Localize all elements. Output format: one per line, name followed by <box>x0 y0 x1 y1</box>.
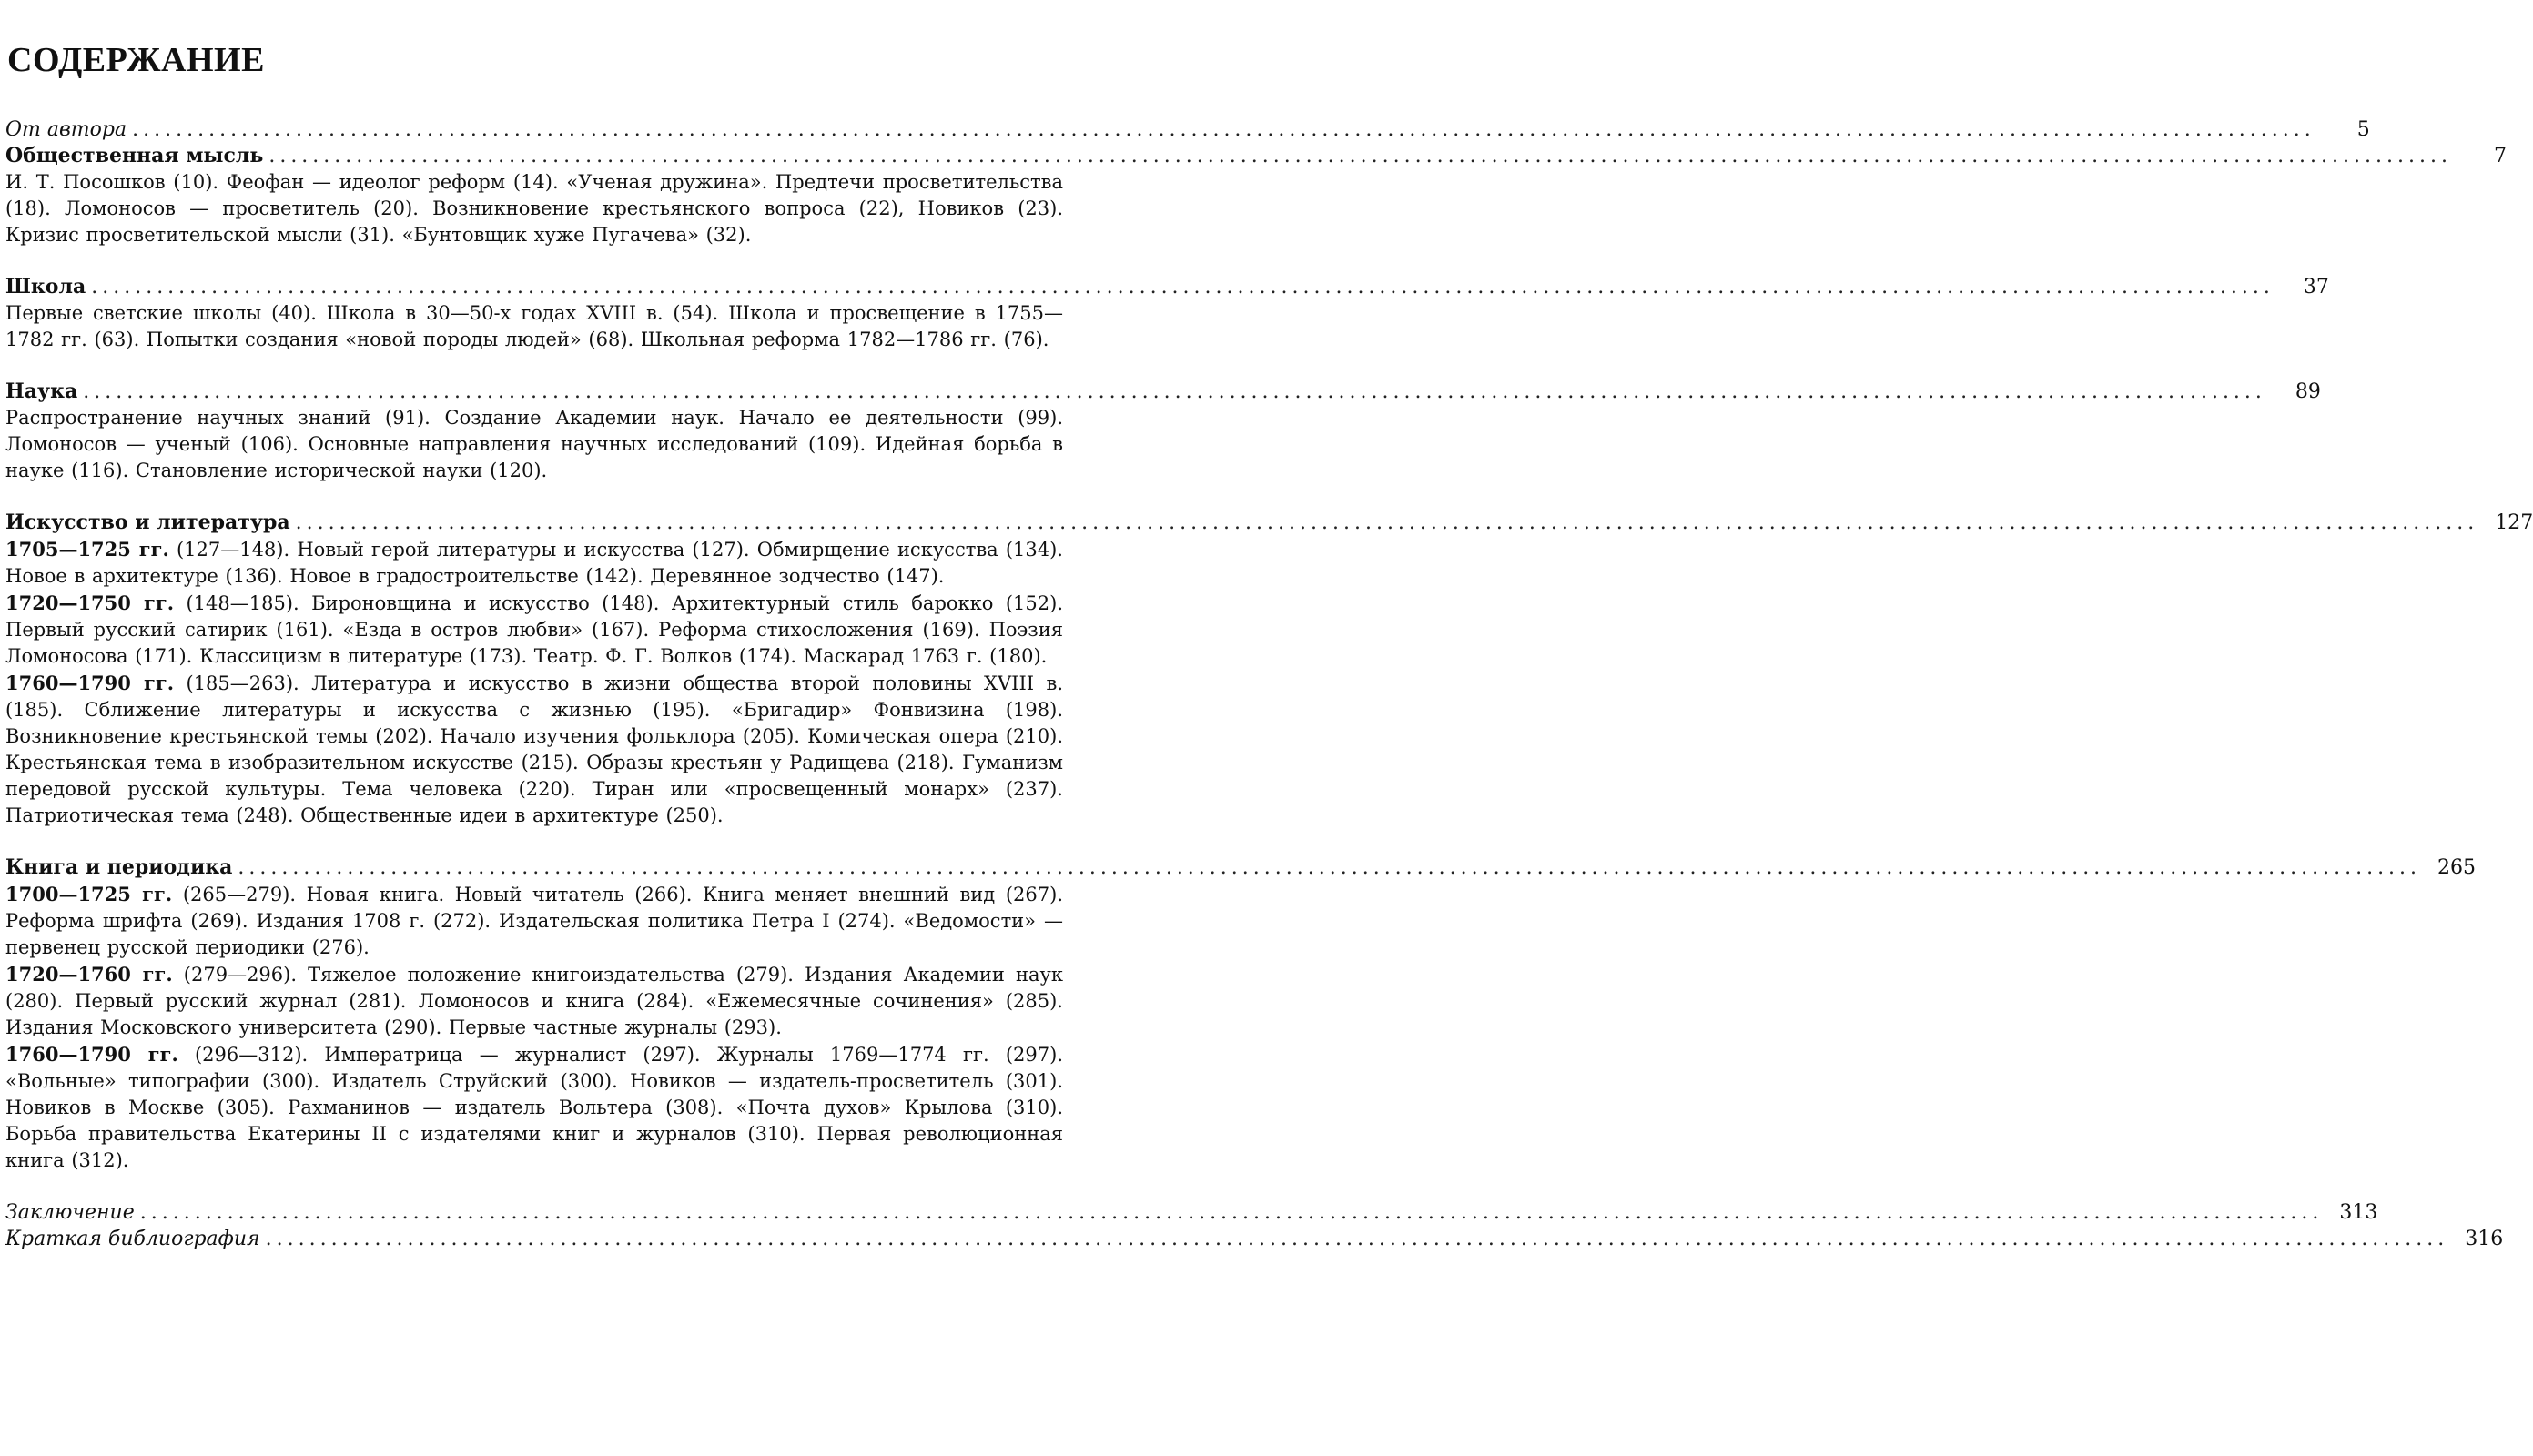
dot-leader: ........................................................................................................................................................................................................ <box>132 118 2315 141</box>
toc-entry <box>5 379 2321 484</box>
summary-text: (185—263). Литература и искусство в жизни общества второй половины XVIII в. (185). Сближение литературы и искусства с жизнью (195). «Бригадир» Фонвизина (198). Возникновение крестьянской темы (202). Начало изучения фольклора (205). Комическая опера (210). Крестьянская тема в изобразительном искусстве (215). Образы крестьян у Радищева (218). Гуманизм передовой русской культуры. Тема человека (220). Тиран или «просвещенный монарх» (237). Патриотическая тема (248). Общественные идеи в архитектуре (250). <box>5 672 1063 826</box>
section-title: Краткая библиография <box>5 1228 260 1250</box>
period-label: 1760—1790 гг. <box>5 1043 178 1066</box>
period-label: 1700—1725 гг. <box>5 883 173 905</box>
section-summary <box>5 961 1063 1041</box>
section-title: Наука <box>5 379 78 403</box>
table-of-contents <box>5 116 2533 1252</box>
toc-heading-line <box>5 379 2321 405</box>
toc-entry <box>5 510 2533 829</box>
toc-entry <box>5 1226 2504 1252</box>
section-title: Заключение <box>5 1201 135 1224</box>
toc-heading-line <box>5 510 2533 536</box>
section-summary <box>5 536 1063 590</box>
period-label: 1760—1790 гг. <box>5 672 175 694</box>
toc-entry <box>5 143 2507 248</box>
section-summary <box>5 670 1063 829</box>
page-title: СОДЕРЖАНИЕ <box>7 41 265 79</box>
summary-text: (296—312). Императрица — журналист (297). Журналы 1769—1774 гг. (297). «Вольные» типографии (300). Издатель Струйский (300). Новиков — издатель-просветитель (301). Новиков в Москве (305). Рахманинов — издатель Вольтера (308). «Почта духов» Крылова (310). Борьба правительства Екатерины II с издателями книг и журналов (310). Первая революционная книга (312). <box>5 1044 1063 1171</box>
section-title: Книга и периодика <box>5 855 233 879</box>
page-number: 127 <box>2495 511 2533 534</box>
section-title: От автора <box>5 118 127 141</box>
period-label: 1720—1750 гг. <box>5 592 175 614</box>
section-summary <box>5 881 1063 961</box>
summary-text: (148—185). Бироновщина и искусство (148). Архитектурный стиль барокко (152). Первый русский сатирик (161). «Езда в остров любви» (167). Реформа стихосложения (169). Поэзия Ломоносова (171). Классицизм в литературе (173). Театр. Ф. Г. Волков (174). Маскарад 1763 г. (180). <box>5 592 1063 667</box>
section-title: Школа <box>5 275 86 298</box>
section-summary <box>5 1041 1063 1174</box>
dot-leader: ........................................................................................................................................................................................................ <box>83 380 2266 403</box>
section-summary <box>5 169 1063 248</box>
page-number: 89 <box>2295 380 2321 403</box>
toc-entry <box>5 274 2329 353</box>
page-number: 7 <box>2493 145 2507 167</box>
dot-leader: ........................................................................................................................................................................................................ <box>268 145 2452 167</box>
summary-text: (127—148). Новый герой литературы и искусства (127). Обмирщение искусства (134). Новое в архитектуре (136). Новое в градостроительстве (142). Деревянное зодчество (147). <box>5 539 1063 587</box>
summary-text: Первые светские школы (40). Школа в 30—50-х годах XVIII в. (54). Школа и просвещение в 1755—1782 гг. (63). Попытки создания «новой породы людей» (68). Школьная реформа 1782—1786 гг. (76). <box>5 302 1063 350</box>
summary-text: И. Т. Посошков (10). Феофан — идеолог реформ (14). «Ученая дружина». Предтечи просветительства (18). Ломоносов — просветитель (20). Возникновение крестьянского вопроса (22), Новиков (23). Кризис просветительской мысли (31). «Бунтовщик хуже Пугачева» (32). <box>5 171 1063 246</box>
period-label: 1720—1760 гг. <box>5 963 173 986</box>
summary-text: (265—279). Новая книга. Новый читатель (266). Книга меняет внешний вид (267). Реформа шрифта (269). Издания 1708 г. (272). Издательская политика Петра I (274). «Ведомости» — первенец русской периодики (276). <box>5 884 1063 958</box>
summary-text: Распространение научных знаний (91). Создание Академии наук. Начало ее деятельности (99). Ломоносов — ученый (106). Основные направления научных исследований (109). Идейная борьба в науке (116). Становление исторической науки (120). <box>5 407 1063 481</box>
toc-heading-line <box>5 1226 2504 1252</box>
page-number: 265 <box>2437 856 2477 879</box>
toc-entry <box>5 854 2477 1174</box>
toc-heading-line <box>5 854 2477 881</box>
section-summary <box>5 590 1063 670</box>
dot-leader: ........................................................................................................................................................................................................ <box>139 1201 2324 1224</box>
toc-heading-line <box>5 1199 2378 1226</box>
period-label: 1705—1725 гг. <box>5 538 169 561</box>
toc-heading-line <box>5 116 2370 143</box>
page-number: 5 <box>2356 118 2370 141</box>
toc-entry <box>5 116 2370 143</box>
section-summary <box>5 405 1063 484</box>
toc-entry <box>5 1199 2378 1226</box>
section-summary <box>5 300 1063 353</box>
section-title: Искусство и литература <box>5 511 290 534</box>
dot-leader: ........................................................................................................................................................................................................ <box>265 1228 2449 1250</box>
summary-text: (279—296). Тяжелое положение книгоиздательства (279). Издания Академии наук (280). Первый русский журнал (281). Ломоносов и книга (284). «Ежемесячные сочинения» (285). Издания Московского университета (290). Первые частные журналы (293). <box>5 964 1063 1038</box>
toc-heading-line <box>5 143 2507 169</box>
page-number: 313 <box>2339 1201 2378 1224</box>
page-number: 316 <box>2465 1228 2504 1250</box>
toc-heading-line <box>5 274 2329 300</box>
page-number: 37 <box>2303 276 2329 298</box>
section-title: Общественная мысль <box>5 144 264 167</box>
dot-leader: ........................................................................................................................................................................................................ <box>238 856 2422 879</box>
dot-leader: ........................................................................................................................................................................................................ <box>295 511 2479 534</box>
dot-leader: ........................................................................................................................................................................................................ <box>91 276 2275 298</box>
